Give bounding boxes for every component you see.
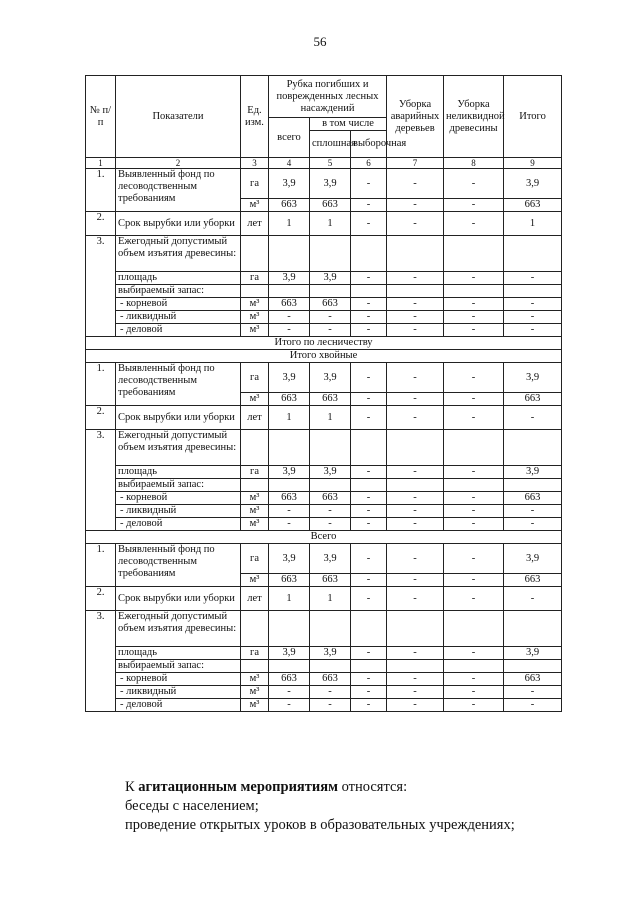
value-cell: - — [310, 518, 351, 531]
column-number-cell: 7 — [387, 158, 444, 169]
value-cell: - — [387, 587, 444, 611]
value-cell — [351, 236, 387, 272]
value-cell: 663 — [310, 393, 351, 406]
row-label: Выявленный фонд по лесоводственным требованиям — [116, 363, 241, 406]
table-row — [86, 324, 562, 337]
row-label: Срок вырубки или уборки — [116, 406, 241, 430]
row-label: - ликвидный — [116, 505, 241, 518]
row-label: выбираемый запас: — [116, 285, 241, 298]
section-row — [86, 337, 562, 350]
value-cell: 663 — [504, 673, 562, 686]
value-cell — [351, 611, 387, 647]
value-cell: - — [387, 272, 444, 285]
table-row — [86, 212, 562, 236]
table-row — [86, 236, 562, 272]
value-cell: 1 — [269, 406, 310, 430]
value-cell: 3,9 — [310, 363, 351, 393]
unit-cell: м³ — [241, 505, 269, 518]
row-label: - ликвидный — [116, 686, 241, 699]
value-cell: - — [310, 699, 351, 712]
row-label: площадь — [116, 272, 241, 285]
table-row — [86, 647, 562, 660]
value-cell: 1 — [269, 212, 310, 236]
value-cell: - — [504, 324, 562, 337]
value-cell — [504, 660, 562, 673]
value-cell — [351, 285, 387, 298]
unit-cell: м³ — [241, 311, 269, 324]
row-label: выбираемый запас: — [116, 660, 241, 673]
value-cell: - — [444, 298, 504, 311]
value-cell: - — [504, 311, 562, 324]
value-cell: - — [444, 518, 504, 531]
value-cell: - — [269, 505, 310, 518]
unit-cell: м³ — [241, 298, 269, 311]
value-cell: 1 — [504, 212, 562, 236]
row-number: 2. — [86, 212, 116, 236]
value-cell: 663 — [269, 199, 310, 212]
row-label: Выявленный фонд по лесоводственным требованиям — [116, 544, 241, 587]
value-cell: - — [444, 393, 504, 406]
value-cell: 663 — [504, 393, 562, 406]
value-cell: - — [387, 169, 444, 199]
table-row — [86, 406, 562, 430]
row-label: Выявленный фонд по лесоводственным требованиям — [116, 169, 241, 212]
row-label: - корневой — [116, 298, 241, 311]
value-cell: 3,9 — [269, 544, 310, 574]
value-cell: - — [387, 492, 444, 505]
value-cell: 3,9 — [269, 272, 310, 285]
value-cell: - — [351, 311, 387, 324]
header-solid: сплошная — [310, 131, 351, 158]
value-cell: - — [351, 492, 387, 505]
value-cell — [310, 430, 351, 466]
row-number: 3. — [86, 430, 116, 531]
value-cell: 663 — [310, 574, 351, 587]
unit-cell: м³ — [241, 492, 269, 505]
value-cell: - — [351, 466, 387, 479]
value-cell: - — [351, 169, 387, 199]
value-cell: - — [504, 298, 562, 311]
value-cell — [310, 611, 351, 647]
column-number-cell: 6 — [351, 158, 387, 169]
section-row — [86, 350, 562, 363]
value-cell — [387, 611, 444, 647]
section-title: Итого по лесничеству — [86, 337, 562, 350]
unit-cell: м³ — [241, 673, 269, 686]
row-number: 3. — [86, 236, 116, 337]
value-cell: 1 — [269, 587, 310, 611]
value-cell — [351, 660, 387, 673]
row-label: площадь — [116, 466, 241, 479]
unit-cell: га — [241, 272, 269, 285]
table-row — [86, 363, 562, 393]
row-label: - корневой — [116, 492, 241, 505]
value-cell: - — [504, 587, 562, 611]
value-cell — [269, 285, 310, 298]
unit-cell: га — [241, 647, 269, 660]
table-row — [86, 673, 562, 686]
value-cell: 3,9 — [504, 647, 562, 660]
value-cell: 3,9 — [310, 466, 351, 479]
value-cell: 663 — [310, 673, 351, 686]
value-cell: - — [351, 324, 387, 337]
value-cell: - — [444, 406, 504, 430]
table-row — [86, 544, 562, 574]
value-cell: - — [444, 199, 504, 212]
page-number: 56 — [313, 34, 327, 49]
row-label: - деловой — [116, 699, 241, 712]
value-cell — [310, 479, 351, 492]
header-felling: Рубка погибших и поврежденных лесных насаждений — [269, 76, 387, 118]
header-num: № п/п — [86, 76, 116, 158]
value-cell: - — [351, 699, 387, 712]
value-cell: 3,9 — [504, 466, 562, 479]
value-cell: 663 — [310, 199, 351, 212]
unit-cell: лет — [241, 587, 269, 611]
value-cell: - — [504, 406, 562, 430]
value-cell: - — [387, 673, 444, 686]
footer-line-3: проведение открытых уроков в образовательных учреждениях; — [125, 817, 515, 833]
table-row — [86, 505, 562, 518]
value-cell: 663 — [310, 298, 351, 311]
value-cell: - — [269, 324, 310, 337]
table-row — [86, 492, 562, 505]
value-cell: - — [351, 298, 387, 311]
value-cell: - — [387, 311, 444, 324]
value-cell: - — [387, 324, 444, 337]
value-cell: 3,9 — [269, 647, 310, 660]
value-cell: - — [351, 393, 387, 406]
value-cell: 663 — [269, 492, 310, 505]
value-cell — [504, 611, 562, 647]
value-cell — [387, 236, 444, 272]
value-cell: 663 — [269, 673, 310, 686]
value-cell: - — [504, 686, 562, 699]
unit-cell: лет — [241, 406, 269, 430]
row-label: - корневой — [116, 673, 241, 686]
value-cell: - — [351, 406, 387, 430]
value-cell — [269, 479, 310, 492]
value-cell: - — [444, 169, 504, 199]
value-cell: - — [351, 199, 387, 212]
value-cell: - — [387, 406, 444, 430]
value-cell: - — [444, 673, 504, 686]
unit-cell: лет — [241, 212, 269, 236]
row-label: - деловой — [116, 324, 241, 337]
column-number-cell: 8 — [444, 158, 504, 169]
table-row — [86, 660, 562, 673]
value-cell: - — [351, 212, 387, 236]
value-cell: 3,9 — [310, 272, 351, 285]
unit-cell — [241, 285, 269, 298]
column-number-cell: 1 — [86, 158, 116, 169]
value-cell: - — [269, 311, 310, 324]
row-label: выбираемый запас: — [116, 479, 241, 492]
value-cell: 3,9 — [504, 544, 562, 574]
value-cell: - — [310, 324, 351, 337]
value-cell: - — [387, 393, 444, 406]
table-row — [86, 686, 562, 699]
value-cell: - — [310, 686, 351, 699]
value-cell: - — [444, 574, 504, 587]
value-cell: - — [444, 686, 504, 699]
unit-cell: м³ — [241, 518, 269, 531]
value-cell: - — [351, 272, 387, 285]
row-number: 2. — [86, 587, 116, 611]
unit-cell — [241, 479, 269, 492]
footer-bold-phrase: агитационным мероприятиям — [138, 779, 338, 795]
column-number-cell: 5 — [310, 158, 351, 169]
value-cell: 663 — [504, 199, 562, 212]
value-cell — [444, 236, 504, 272]
value-cell: - — [387, 686, 444, 699]
value-cell — [444, 430, 504, 466]
value-cell: 3,9 — [269, 363, 310, 393]
header-nonliquid: Уборка неликвидной древесины — [444, 76, 504, 158]
row-label: Срок вырубки или уборки — [116, 212, 241, 236]
unit-cell: м³ — [241, 686, 269, 699]
unit-cell — [241, 236, 269, 272]
value-cell: - — [310, 505, 351, 518]
table-row — [86, 699, 562, 712]
table-row — [86, 272, 562, 285]
table-row — [86, 285, 562, 298]
value-cell: 663 — [504, 492, 562, 505]
table-row — [86, 587, 562, 611]
unit-cell — [241, 611, 269, 647]
value-cell: - — [351, 363, 387, 393]
value-cell: 3,9 — [310, 169, 351, 199]
value-cell — [504, 430, 562, 466]
value-cell: - — [387, 505, 444, 518]
value-cell — [269, 236, 310, 272]
value-cell — [269, 430, 310, 466]
value-cell: - — [310, 311, 351, 324]
row-label: Ежегодный допустимый объем изъятия древесины: — [116, 430, 241, 466]
value-cell: 663 — [269, 298, 310, 311]
unit-cell: м³ — [241, 324, 269, 337]
row-number: 3. — [86, 611, 116, 712]
value-cell: - — [351, 647, 387, 660]
value-cell: - — [351, 587, 387, 611]
value-cell: 663 — [269, 574, 310, 587]
value-cell: - — [387, 574, 444, 587]
column-number-cell: 9 — [504, 158, 562, 169]
row-label: площадь — [116, 647, 241, 660]
value-cell: 3,9 — [310, 647, 351, 660]
value-cell — [387, 479, 444, 492]
value-cell: - — [387, 199, 444, 212]
header-total-sub: всего — [269, 118, 310, 158]
value-cell: - — [444, 544, 504, 574]
table-row — [86, 169, 562, 199]
value-cell: - — [387, 544, 444, 574]
table-row — [86, 311, 562, 324]
header-unit: Ед. изм. — [241, 76, 269, 158]
header-selective: выборочная — [351, 131, 387, 158]
footer-line-2: беседы с населением; — [125, 798, 259, 814]
row-number: 1. — [86, 544, 116, 587]
value-cell: - — [269, 518, 310, 531]
value-cell: - — [269, 686, 310, 699]
value-cell: - — [444, 272, 504, 285]
column-number-cell: 3 — [241, 158, 269, 169]
row-number: 2. — [86, 406, 116, 430]
value-cell: - — [444, 466, 504, 479]
header-emergency: Уборка аварийных деревьев — [387, 76, 444, 158]
section-row — [86, 531, 562, 544]
row-label: - ликвидный — [116, 311, 241, 324]
unit-cell: м³ — [241, 393, 269, 406]
value-cell: - — [269, 699, 310, 712]
value-cell — [351, 479, 387, 492]
value-cell: - — [387, 212, 444, 236]
table-row — [86, 518, 562, 531]
row-label: Срок вырубки или уборки — [116, 587, 241, 611]
value-cell: 3,9 — [269, 169, 310, 199]
value-cell — [387, 660, 444, 673]
unit-cell — [241, 660, 269, 673]
value-cell — [444, 285, 504, 298]
value-cell: - — [387, 466, 444, 479]
unit-cell: м³ — [241, 699, 269, 712]
header-total: Итого — [504, 76, 562, 158]
value-cell: - — [444, 587, 504, 611]
column-numbers-row — [86, 158, 562, 169]
value-cell — [504, 479, 562, 492]
value-cell: - — [387, 699, 444, 712]
value-cell: 3,9 — [269, 466, 310, 479]
table-row — [86, 466, 562, 479]
value-cell — [387, 430, 444, 466]
value-cell — [310, 660, 351, 673]
value-cell: 663 — [310, 492, 351, 505]
table-row — [86, 298, 562, 311]
value-cell: 1 — [310, 212, 351, 236]
felling-table — [85, 75, 562, 712]
value-cell: 3,9 — [310, 544, 351, 574]
unit-cell: га — [241, 544, 269, 574]
value-cell: - — [351, 544, 387, 574]
value-cell — [444, 479, 504, 492]
value-cell — [387, 285, 444, 298]
section-title: Всего — [86, 531, 562, 544]
value-cell: - — [351, 673, 387, 686]
value-cell — [444, 611, 504, 647]
value-cell — [269, 660, 310, 673]
value-cell — [504, 236, 562, 272]
table-row — [86, 611, 562, 647]
value-cell — [351, 430, 387, 466]
unit-cell — [241, 430, 269, 466]
unit-cell: га — [241, 363, 269, 393]
row-number: 1. — [86, 169, 116, 212]
value-cell: - — [387, 298, 444, 311]
unit-cell: га — [241, 466, 269, 479]
value-cell — [310, 236, 351, 272]
value-cell: - — [444, 505, 504, 518]
value-cell: - — [351, 505, 387, 518]
value-cell: 3,9 — [504, 363, 562, 393]
value-cell: - — [387, 647, 444, 660]
header-indicators: Показатели — [116, 76, 241, 158]
row-label: - деловой — [116, 518, 241, 531]
column-number-cell: 2 — [116, 158, 241, 169]
value-cell: 663 — [269, 393, 310, 406]
value-cell: - — [444, 647, 504, 660]
value-cell — [444, 660, 504, 673]
value-cell — [269, 611, 310, 647]
value-cell: - — [504, 505, 562, 518]
row-number: 1. — [86, 363, 116, 406]
section-title: Итого хвойные — [86, 350, 562, 363]
value-cell: - — [351, 518, 387, 531]
footer-intro: К агитационным мероприятиям относятся: — [125, 779, 408, 795]
footer-text — [125, 778, 625, 835]
unit-cell: м³ — [241, 199, 269, 212]
value-cell: 3,9 — [504, 169, 562, 199]
value-cell: - — [504, 699, 562, 712]
value-cell: - — [444, 324, 504, 337]
value-cell: - — [387, 363, 444, 393]
column-number-cell: 4 — [269, 158, 310, 169]
value-cell: - — [504, 272, 562, 285]
value-cell: - — [387, 518, 444, 531]
value-cell: 1 — [310, 587, 351, 611]
unit-cell: м³ — [241, 574, 269, 587]
row-label: Ежегодный допустимый объем изъятия древесины: — [116, 611, 241, 647]
value-cell: - — [351, 686, 387, 699]
value-cell: - — [444, 212, 504, 236]
value-cell: - — [444, 492, 504, 505]
table-row — [86, 479, 562, 492]
row-label: Ежегодный допустимый объем изъятия древесины: — [116, 236, 241, 272]
value-cell: 663 — [504, 574, 562, 587]
unit-cell: га — [241, 169, 269, 199]
value-cell: 1 — [310, 406, 351, 430]
value-cell: - — [444, 311, 504, 324]
value-cell: - — [444, 363, 504, 393]
value-cell — [504, 285, 562, 298]
value-cell: - — [351, 574, 387, 587]
table-row — [86, 430, 562, 466]
header-including: в том числе — [310, 118, 387, 131]
value-cell: - — [504, 518, 562, 531]
value-cell: - — [444, 699, 504, 712]
value-cell — [310, 285, 351, 298]
